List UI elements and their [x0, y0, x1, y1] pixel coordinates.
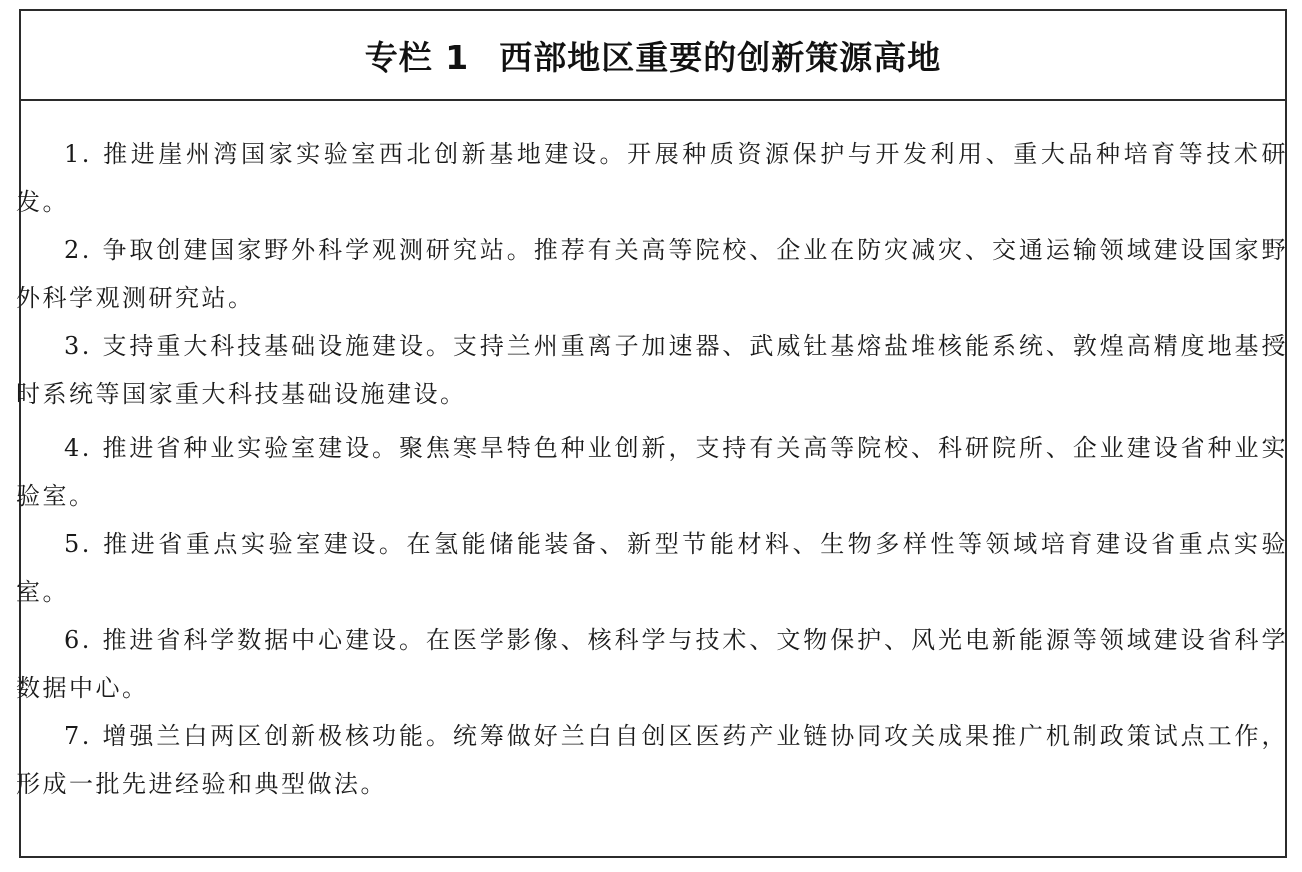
- title-bar: [21, 11, 1285, 101]
- page-title: [365, 32, 941, 79]
- list-item-2: 2. 争取创建国家野外科学观测研究站。推荐有关高等院校、企业在防灾减灾、交通运输领域建设国家野外科学观测研究站。: [16, 236, 1288, 312]
- list-item-4: 4. 推进省种业实验室建设。聚焦寒旱特色种业创新，支持有关高等院校、科研院所、企业建设省种业实验室。: [16, 434, 1288, 510]
- column-label: 专栏 1: [364, 37, 470, 77]
- list-item-7: 7. 增强兰白两区创新极核功能。统筹做好兰白自创区医药产业链协同攻关成果推广机制政策试点工作，形成一批先进经验和典型做法。: [16, 722, 1288, 798]
- list-item-5: 5. 推进省重点实验室建设。在氢能储能装备、新型节能材料、生物多样性等领域培育建设省重点实验室。: [16, 530, 1288, 606]
- list-item-3: 3. 支持重大科技基础设施建设。支持兰州重离子加速器、武威钍基熔盐堆核能系统、敦煌高精度地基授时系统等国家重大科技基础设施建设。: [16, 332, 1288, 408]
- column-title: 西部地区重要的创新策源高地: [499, 37, 942, 77]
- list-item-1: 1. 推进崖州湾国家实验室西北创新基地建设。开展种质资源保护与开发利用、重大品种培育等技术研发。: [16, 140, 1288, 216]
- list-item-6: 6. 推进省科学数据中心建设。在医学影像、核科学与技术、文物保护、风光电新能源等领域建设省科学数据中心。: [16, 626, 1288, 702]
- column-content: [16, 130, 1288, 808]
